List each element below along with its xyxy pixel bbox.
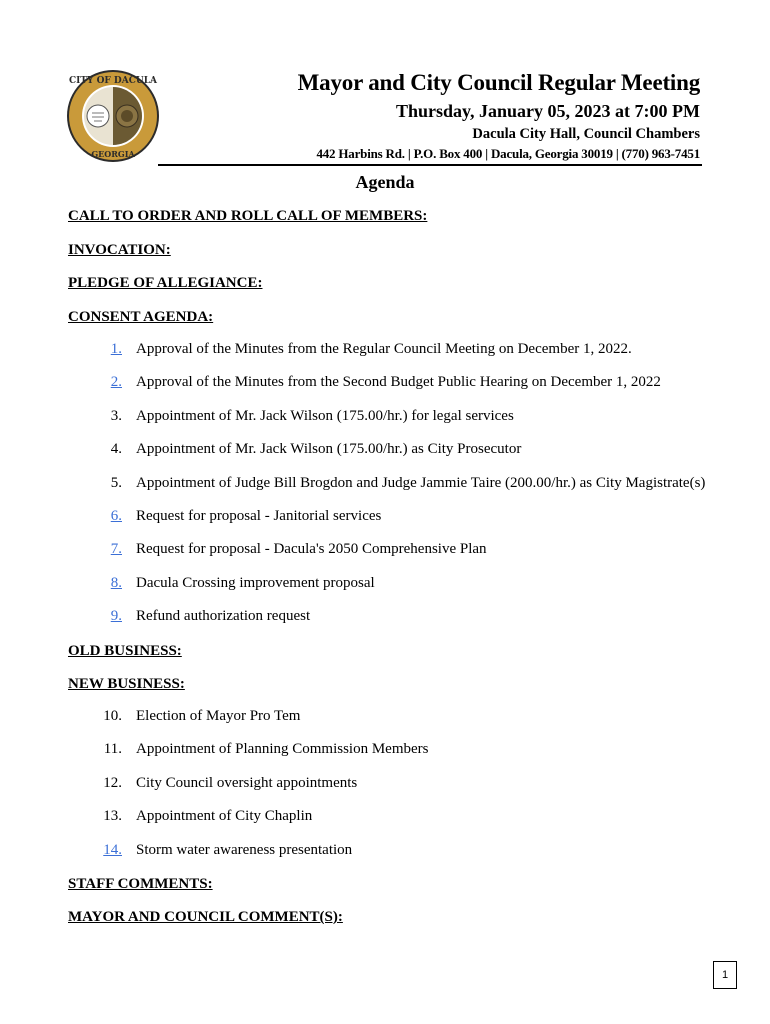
seal-bottom-text: GEORGIA: [91, 149, 135, 159]
agenda-item-text: Refund authorization request: [136, 608, 311, 625]
meeting-address: 442 Harbins Rd. | P.O. Box 400 | Dacula, Georgia 30019 | (770) 963-7451: [316, 146, 700, 161]
agenda-item: [68, 374, 661, 391]
agenda-item: [68, 808, 312, 825]
agenda-item-text: Storm water awareness presentation: [136, 841, 353, 858]
agenda-item-link[interactable]: 9.: [110, 608, 122, 625]
seal-top-text: CITY OF DACULA: [68, 76, 158, 86]
section-call-to-order: CALL TO ORDER AND ROLL CALL OF MEMBERS:: [68, 208, 428, 224]
agenda-item: [68, 741, 429, 758]
agenda-item-text: Dacula Crossing improvement proposal: [136, 574, 375, 591]
agenda-item-text: Approval of the Minutes from the Regular Council Meeting on December 1, 2022.: [136, 341, 632, 357]
agenda-item: [68, 541, 487, 558]
agenda-item: [68, 441, 521, 458]
agenda-item-text: Appointment of Planning Commission Members: [136, 741, 429, 758]
page-title: Mayor and City Council Regular Meeting: [297, 70, 700, 95]
agenda-item-text: Appointment of City Chaplin: [136, 808, 313, 825]
agenda-item-number: 13.: [103, 808, 122, 825]
section-consent-agenda: CONSENT AGENDA:: [68, 309, 214, 325]
agenda-item: [68, 508, 381, 525]
agenda-item-text: Appointment of Judge Bill Brogdon and Judge Jammie Taire (200.00/hr.) as City Magistrate(s): [136, 474, 706, 491]
section-new-business: NEW BUSINESS:: [68, 676, 185, 692]
agenda-item-text: Approval of the Minutes from the Second Budget Public Hearing on December 1, 2022: [136, 374, 661, 391]
agenda-item-number: 5.: [110, 474, 122, 491]
agenda-item-number: 10.: [103, 708, 122, 724]
agenda-item: [68, 341, 632, 358]
agenda-item-text: City Council oversight appointments: [136, 774, 358, 791]
meeting-date-time: Thursday, January 05, 2023 at 7:00 PM: [395, 101, 700, 121]
agenda-item-link[interactable]: 14.: [103, 841, 122, 858]
agenda-item: [68, 408, 514, 425]
section-staff-comments: STAFF COMMENTS:: [68, 876, 213, 892]
agenda-item-link[interactable]: 2.: [110, 374, 122, 391]
agenda-item-text: Appointment of Mr. Jack Wilson (175.00/hr.) as City Prosecutor: [136, 441, 522, 458]
agenda-item: [68, 842, 352, 859]
agenda-item-text: Request for proposal - Janitorial services: [136, 508, 382, 524]
meeting-location: Dacula City Hall, Council Chambers: [472, 126, 700, 142]
section-mayor-council-comments: MAYOR AND COUNCIL COMMENT(S):: [68, 909, 343, 925]
agenda-item: [68, 708, 300, 725]
agenda-item: [68, 775, 357, 792]
section-old-business: OLD BUSINESS:: [68, 643, 182, 659]
agenda-item-number: 12.: [103, 774, 122, 791]
section-invocation: INVOCATION:: [68, 242, 171, 258]
agenda-item: [68, 575, 375, 592]
page-number: 1: [713, 961, 737, 989]
agenda-item-number: 4.: [110, 441, 122, 458]
agenda-item: [68, 475, 705, 492]
agenda-item-text: Appointment of Mr. Jack Wilson (175.00/hr.) for legal services: [136, 407, 514, 424]
city-seal-logo: [66, 69, 160, 163]
agenda-item-link[interactable]: 1.: [110, 341, 122, 357]
section-pledge: PLEDGE OF ALLEGIANCE:: [68, 275, 263, 291]
agenda-item-link[interactable]: 7.: [110, 541, 122, 558]
agenda-item-link[interactable]: 6.: [110, 508, 122, 524]
agenda-item-text: Election of Mayor Pro Tem: [136, 708, 301, 724]
agenda-item-link[interactable]: 8.: [110, 574, 122, 591]
agenda-item-number: 3.: [110, 407, 122, 424]
agenda-item-number: 11.: [103, 741, 122, 758]
header-divider: [158, 164, 702, 166]
agenda-item-text: Request for proposal - Dacula's 2050 Comprehensive Plan: [136, 541, 487, 558]
agenda-heading: Agenda: [355, 172, 415, 192]
agenda-item: [68, 608, 310, 625]
